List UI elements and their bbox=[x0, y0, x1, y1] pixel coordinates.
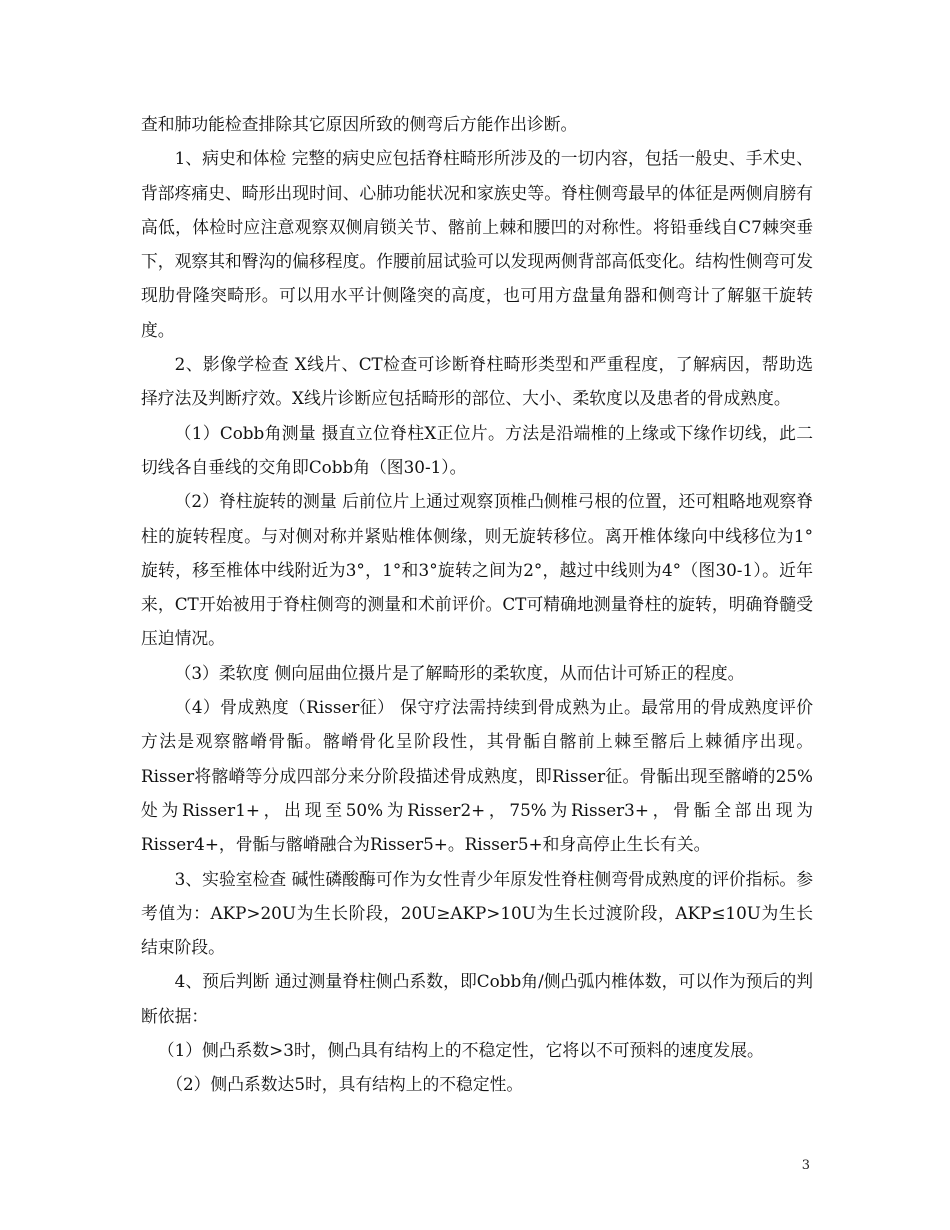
paragraph-spine-rotation: （2）脊柱旋转的测量 后前位片上通过观察顶椎凸侧椎弓根的位置，还可粗略地观察脊柱的旋转程度。与对侧对称并紧贴椎体侧缘，则无旋转移位。离开椎体缘向中线移位为1°旋转，移至椎体中线附近为3°，1°和3°旋转之间为2°，越过中线则为4°（图30-1）。近年来，CT开始被用于脊柱侧弯的测量和术前评价。CT可精确地测量脊柱的旋转，明确脊髓受压迫情况。 bbox=[141, 491, 813, 649]
paragraph-lab-tests: 3、实验室检查 碱性磷酸酶可作为女性青少年原发性脊柱侧弯骨成熟度的评价指标。参考值为：AKP>20U为生长阶段，20U≥AKP>10U为生长过渡阶段，AKP≤10U为生长结束阶段。 bbox=[141, 868, 813, 958]
paragraph-risser-sign: （4）骨成熟度（Risser征） 保守疗法需持续到骨成熟为止。最常用的骨成熟度评价方法是观察髂嵴骨骺。髂嵴骨化呈阶段性，其骨骺自髂前上棘至髂后上棘循序出现。Risser将髂嵴等分成四部分来分阶段描述骨成熟度，即Risser征。骨骺出现至髂嵴的25%处为Risser1+，出现至50%为Risser2+，75%为Risser3+，骨骺全部出现为Risser4+，骨骺与髂嵴融合为Risser5+。Risser5+和身高停止生长有关。 bbox=[141, 697, 813, 855]
paragraph-history-exam: 1、病史和体检 完整的病史应包括脊柱畸形所涉及的一切内容，包括一般史、手术史、背部疼痛史、畸形出现时间、心肺功能状况和家族史等。脊柱侧弯最早的体征是两侧肩膀有高低，体检时应注意观察双侧肩锁关节、髂前上棘和腰凹的对称性。将铅垂线自C7棘突垂下，观察其和臀沟的偏移程度。作腰前屈试验可以发现两侧背部高低变化。结构性侧弯可发现肋骨隆突畸形。可以用水平计侧隆突的高度，也可用方盘量角器和侧弯计了解躯干旋转度。 bbox=[141, 148, 813, 340]
body-text bbox=[141, 107, 813, 1102]
paragraph-prognosis-item-2: （2）侧凸系数达5时，具有结构上的不稳定性。 bbox=[166, 1074, 524, 1095]
paragraph-imaging: 2、影像学检查 X线片、CT检查可诊断脊柱畸形类型和严重程度，了解病因，帮助选择疗法及判断疗效。X线片诊断应包括畸形的部位、大小、柔软度以及患者的骨成熟度。 bbox=[141, 354, 813, 409]
paragraph-prognosis: 4、预后判断 通过测量脊柱侧凸系数，即Cobb角/侧凸弧内椎体数，可以作为预后的判断依据： bbox=[141, 971, 813, 1026]
paragraph-prognosis-item-1: （1）侧凸系数>3时，侧凸具有结构上的不稳定性，它将以不可预料的速度发展。 bbox=[157, 1040, 764, 1061]
paragraph-flexibility: （3）柔软度 侧向屈曲位摄片是了解畸形的柔软度，从而估计可矫正的程度。 bbox=[174, 662, 745, 683]
page-number: 3 bbox=[801, 1158, 810, 1173]
paragraph-diagnosis-continuation: 查和肺功能检查排除其它原因所致的侧弯后方能作出诊断。 bbox=[141, 114, 578, 134]
paragraph-cobb-angle: （1）Cobb角测量 摄直立位脊柱X正位片。方法是沿端椎的上缘或下缘作切线，此二切线各自垂线的交角即Cobb角（图30-1）。 bbox=[141, 422, 813, 477]
